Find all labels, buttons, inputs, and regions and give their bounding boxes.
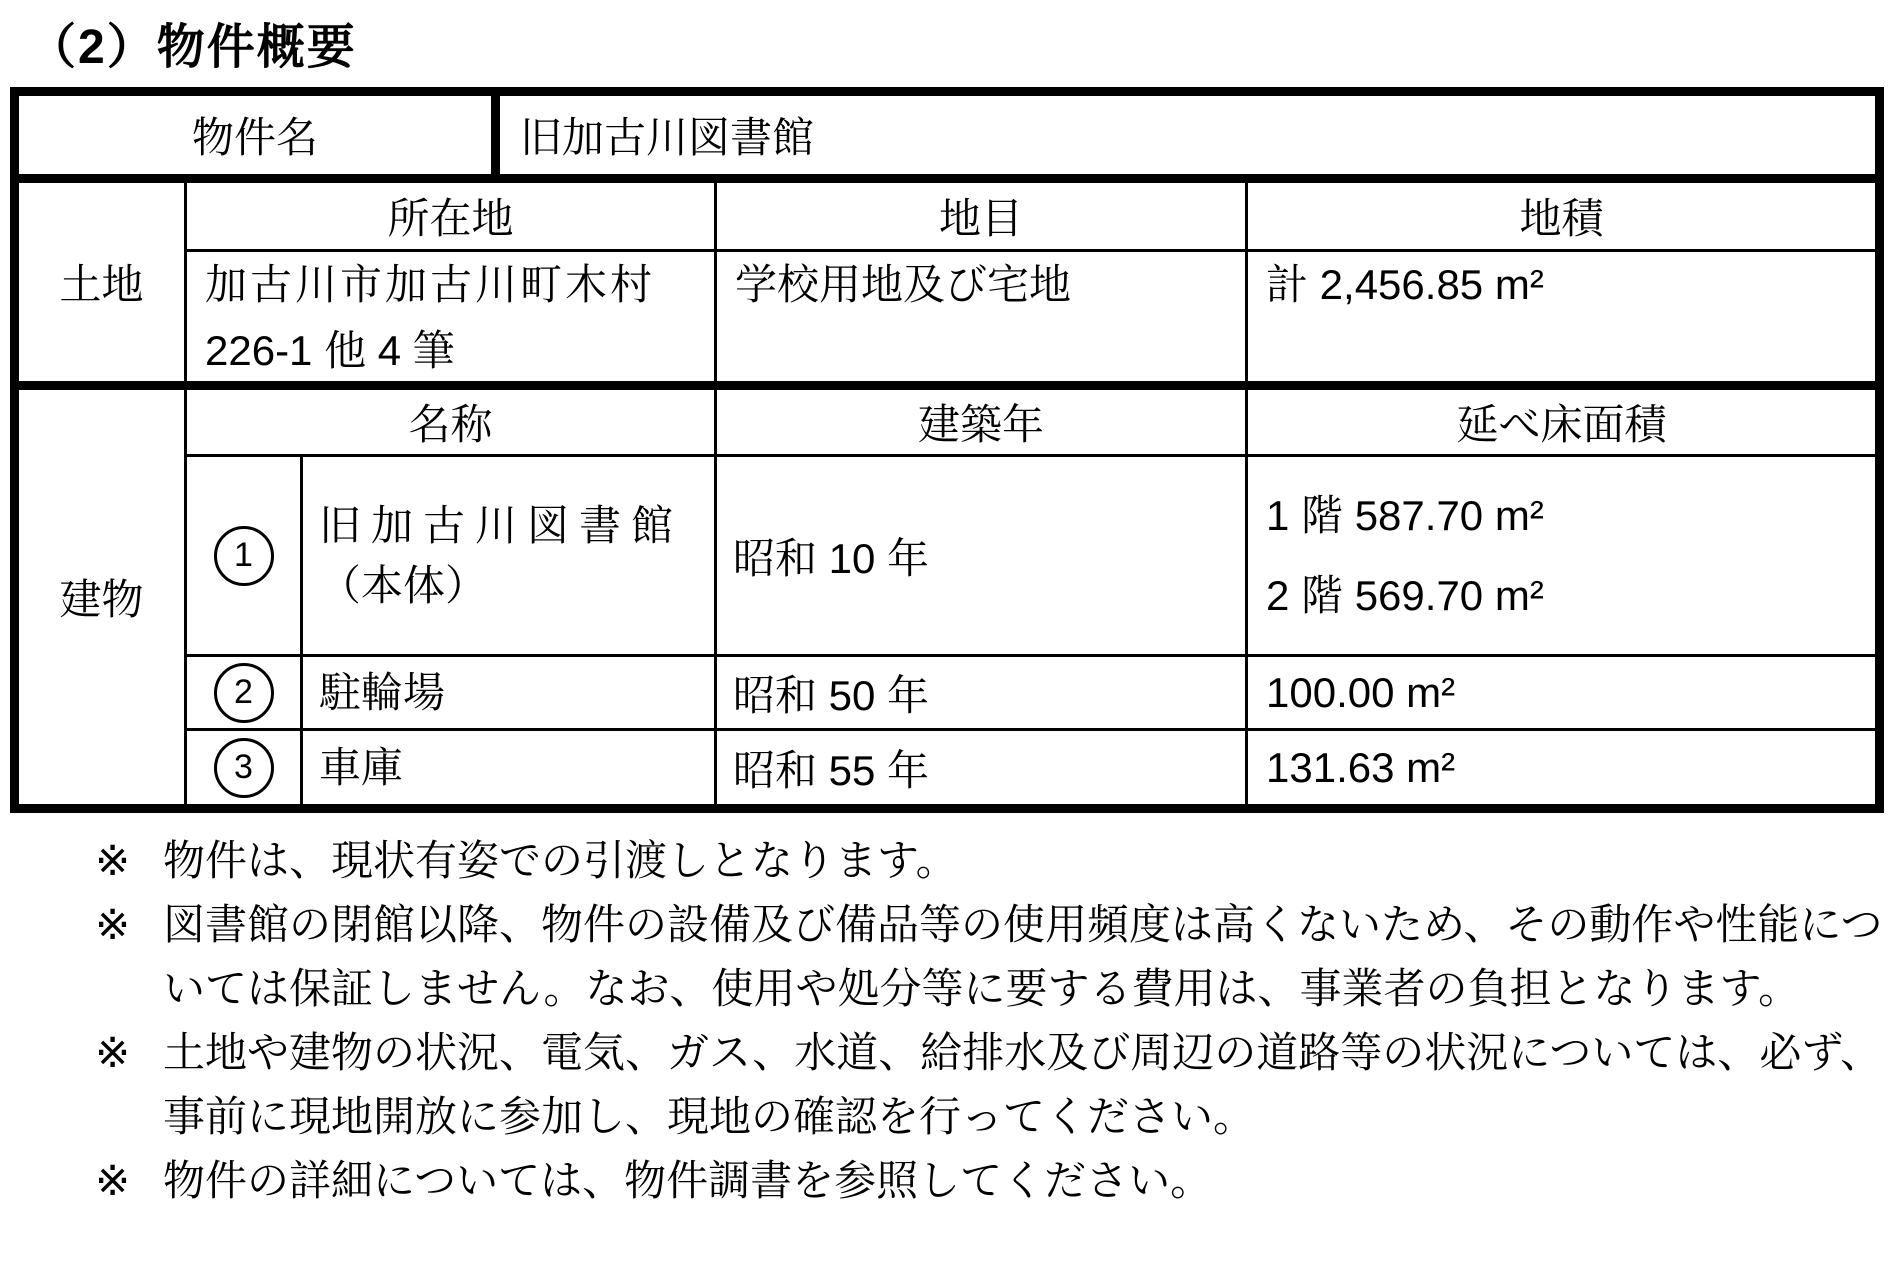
land-location-line2: 226-1 他 4 筆 bbox=[205, 327, 455, 374]
land-area-value: 計 2,456.85 m² bbox=[1245, 249, 1875, 381]
note-text: 物件は、現状有姿での引渡しとなります。 bbox=[163, 837, 958, 884]
note-item-3 bbox=[95, 1021, 1896, 1149]
building-row-2-area-line1: 100.00 m² bbox=[1266, 668, 1456, 716]
building-row-3-area-line1: 131.63 m² bbox=[1266, 743, 1456, 791]
page-title: （2）物件概要 bbox=[28, 21, 357, 74]
building-row-1-area-line1: 1 階 587.70 m² bbox=[1266, 491, 1544, 539]
note-item-4 bbox=[95, 1149, 1896, 1213]
building-floor-area-header: 延べ床面積 bbox=[1245, 390, 1875, 454]
circled-number-3: 3 bbox=[214, 738, 274, 798]
building-row-3-number bbox=[184, 728, 300, 804]
note-item-1 bbox=[95, 829, 1896, 893]
building-row-2-number bbox=[184, 654, 300, 728]
building-section bbox=[19, 390, 1875, 804]
land-location-value bbox=[184, 249, 714, 381]
property-name-value: 旧加古川図書館 bbox=[520, 114, 815, 161]
building-row-3-floor-area bbox=[1245, 728, 1875, 804]
property-name-label: 物件名 bbox=[19, 96, 500, 174]
note-marker: ※ bbox=[95, 1029, 131, 1076]
property-name-row bbox=[19, 96, 1875, 183]
land-location-header: 所在地 bbox=[184, 183, 714, 249]
building-row-1-area-line2: 2 階 569.70 m² bbox=[1266, 571, 1544, 619]
note-marker: ※ bbox=[95, 901, 131, 948]
building-row-1-year: 昭和 10 年 bbox=[714, 454, 1245, 654]
note-marker: ※ bbox=[95, 837, 131, 884]
land-category-value: 学校用地及び宅地 bbox=[714, 249, 1245, 381]
land-area-header: 地積 bbox=[1245, 183, 1875, 249]
land-section bbox=[19, 183, 1875, 390]
notes-list bbox=[95, 829, 1896, 1213]
land-location-line1: 加古川市加古川町木村 bbox=[205, 261, 656, 308]
building-row-2-floor-area bbox=[1245, 654, 1875, 728]
building-name-header: 名称 bbox=[184, 390, 714, 454]
note-text: 土地や建物の状況、電気、ガス、水道、給排水及び周辺の道路等の状況については、必ず、事前に現地開放に参加し、現地の確認を行ってください。 bbox=[163, 1029, 1883, 1140]
note-text: 図書館の閉館以降、物件の設備及び備品等の使用頻度は高くないため、その動作や性能については保証しません。なお、使用や処分等に要する費用は、事業者の負担となります。 bbox=[163, 901, 1883, 1012]
circled-number-2: 2 bbox=[214, 663, 274, 723]
building-row-1-number bbox=[184, 454, 300, 654]
building-row-1-floor-area bbox=[1245, 454, 1875, 654]
building-row-3-name-line1: 車庫 bbox=[319, 743, 404, 791]
building-row-2-year: 昭和 50 年 bbox=[714, 654, 1245, 728]
note-text: 物件の詳細については、物件調書を参照してください。 bbox=[163, 1157, 1213, 1204]
building-row-1-name bbox=[300, 454, 714, 654]
note-marker: ※ bbox=[95, 1157, 131, 1204]
property-overview-table bbox=[10, 87, 1884, 813]
building-row-1-name-line1: 旧加古川図書館 bbox=[319, 501, 684, 549]
land-row-label: 土地 bbox=[59, 261, 144, 308]
building-year-header: 建築年 bbox=[714, 390, 1245, 454]
building-row-3-name bbox=[300, 728, 714, 804]
building-row-3-year: 昭和 55 年 bbox=[714, 728, 1245, 804]
note-item-2 bbox=[95, 893, 1896, 1021]
building-row-2-name-line1: 駐輪場 bbox=[319, 668, 446, 716]
circled-number-1: 1 bbox=[214, 526, 274, 586]
building-row-2-name bbox=[300, 654, 714, 728]
building-row-1-name-line2: （本体） bbox=[319, 561, 488, 609]
building-row-label: 建物 bbox=[59, 576, 144, 623]
land-category-header: 地目 bbox=[714, 183, 1245, 249]
